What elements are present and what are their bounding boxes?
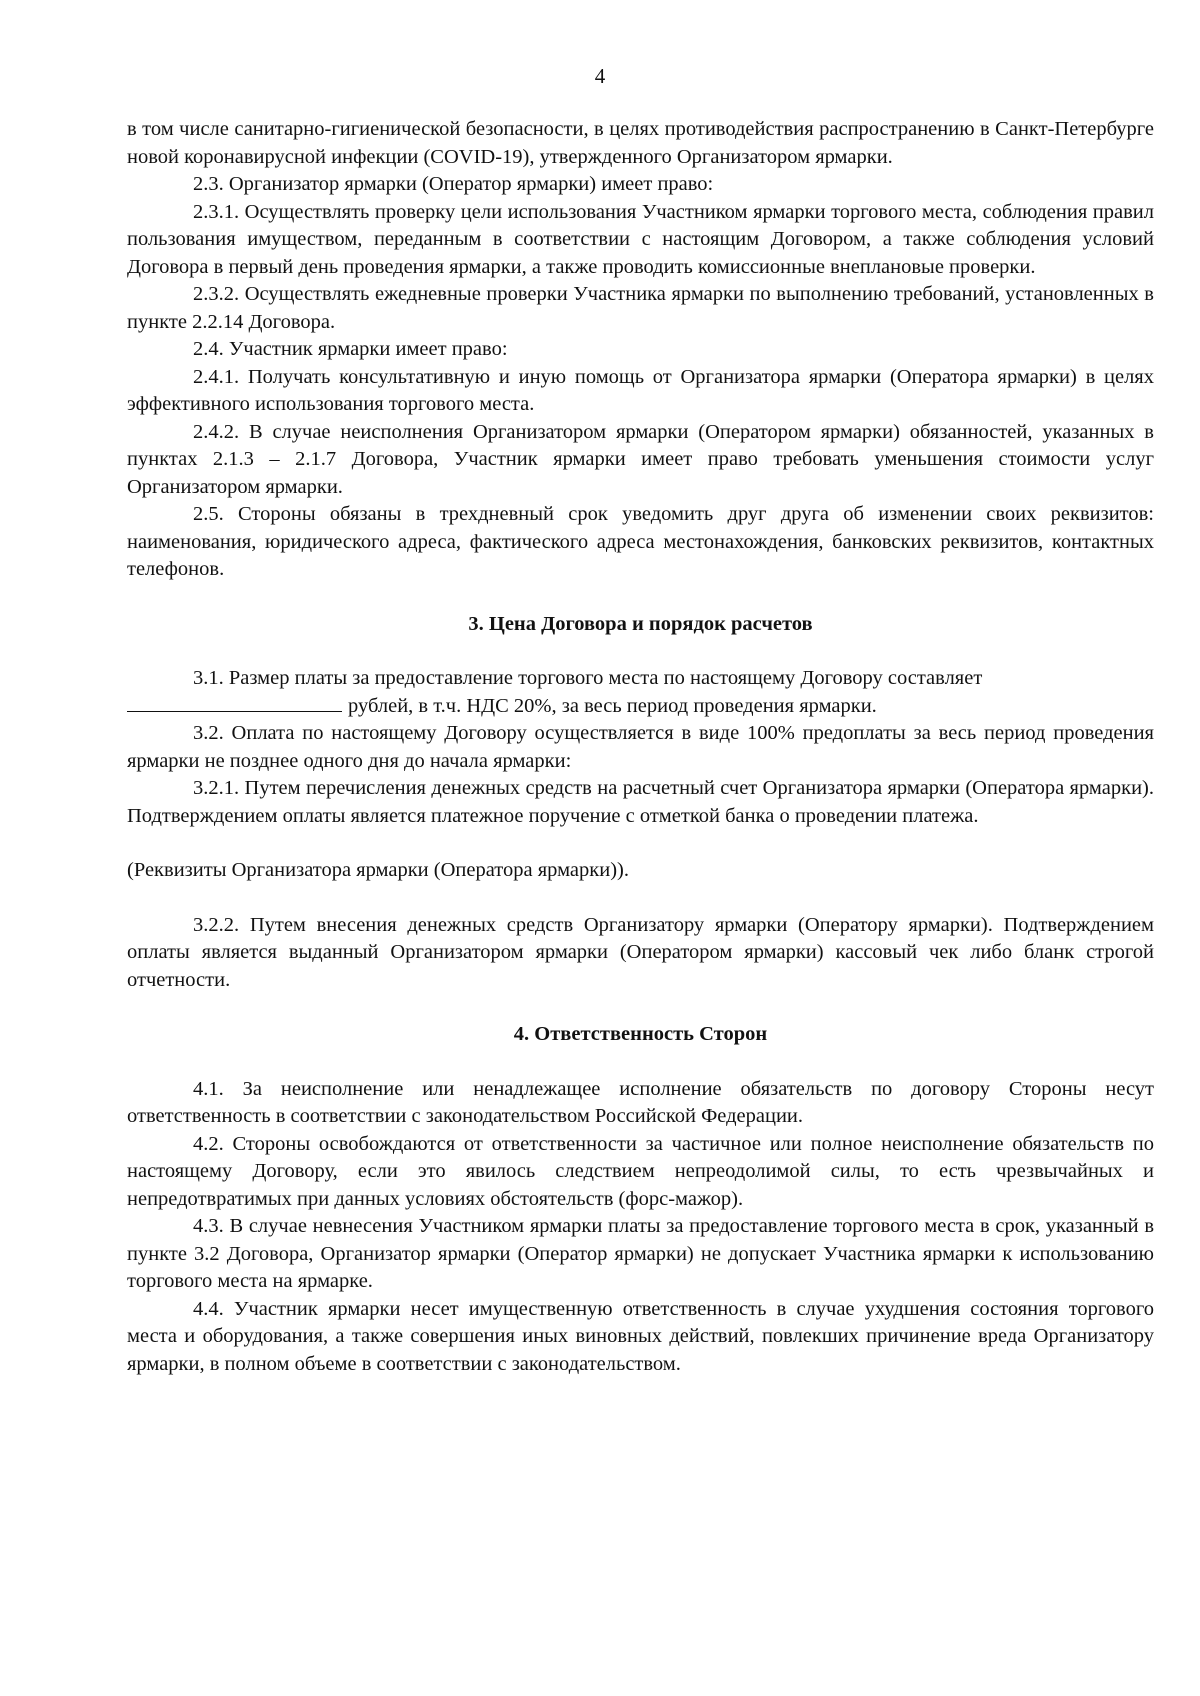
- paragraph-3-2-1: 3.2.1. Путем перечисления денежных средств на расчетный счет Организатора ярмарки (Оператора ярмарки). Подтверждением оплаты является платежное поручение с отметкой банка о проведении платежа.: [127, 777, 1154, 827]
- spacer: [127, 885, 1154, 912]
- paragraph-2-3: 2.3. Организатор ярмарки (Оператор ярмарки) имеет право:: [193, 173, 714, 195]
- paragraph-4-4: 4.4. Участник ярмарки несет имущественную ответственность в случае ухудшения состояния торгового места и оборудования, а также совершения иных виновных действий, повлекших причинение вреда Организатору ярмарки, в полном объеме в соответствии с законодательством.: [127, 1297, 1154, 1375]
- spacer: [127, 638, 1154, 665]
- paragraph-2-5: 2.5. Стороны обязаны в трехдневный срок уведомить друг друга об изменении своих реквизитов: наименования, юридического адреса, фактического адреса местонахождения, банковских реквизитов, контактных телефонов.: [127, 503, 1154, 580]
- amount-blank-field: [127, 693, 342, 712]
- document-body: [127, 116, 1154, 1378]
- paragraph-2-4-2: 2.4.2. В случае неисполнения Организатором ярмарки (Оператором ярмарки) обязанностей, указанных в пунктах 2.1.3 – 2.1.7 Договора, Участник ярмарки имеет право требовать уменьшения стоимости услуг Организатором ярмарки.: [127, 420, 1154, 498]
- paragraph-3-2-2: 3.2.2. Путем внесения денежных средств Организатору ярмарки (Оператору ярмарки). Подтверждением оплаты является выданный Организатором ярмарки (Оператором ярмарки) кассовый чек либо бланк строгой отчетности.: [127, 913, 1154, 991]
- paragraph-2-3-2: 2.3.2. Осуществлять ежедневные проверки Участника ярмарки по выполнению требований, установленных в пункте 2.2.14 Договора.: [127, 283, 1154, 333]
- paragraph-4-1: 4.1. За неисполнение или ненадлежащее исполнение обязательств по договору Стороны несут ответственность в соответствии с законодательством Российской Федерации.: [127, 1077, 1154, 1127]
- paragraph-2-4: 2.4. Участник ярмарки имеет право:: [193, 338, 508, 360]
- paragraph-3-1-amount: [127, 693, 1154, 721]
- page-number: 4: [594, 64, 606, 88]
- paragraph-4-2: 4.2. Стороны освобождаются от ответственности за частичное или полное неисполнение обязательств по настоящему Договору, если это явилось следствием непреодолимой силы, то есть чрезвычайных и непредотвратимых при данных условиях обстоятельств (форс-мажор).: [127, 1132, 1154, 1210]
- paragraph-2-3-1: 2.3.1. Осуществлять проверку цели использования Участником ярмарки торгового места, соблюдения правил пользования имуществом, переданным в соответствии с настоящим Договором, а также соблюдения условий Договора в первый день проведения ярмарки, а также проводить комиссионные внеплановые проверки.: [127, 200, 1154, 278]
- paragraph-3-1-amount-text: рублей, в т.ч. НДС 20%, за весь период проведения ярмарки.: [348, 694, 877, 717]
- paragraph-covid-continuation: в том числе санитарно-гигиенической безопасности, в целях противодействия распространению в Санкт-Петербурге новой коронавирусной инфекции (COVID-19), утвержденного Организатором ярмарки.: [127, 118, 1154, 168]
- paragraph-4-3: 4.3. В случае невнесения Участником ярмарки платы за предоставление торгового места в срок, указанный в пункте 3.2 Договора, Организатор ярмарки (Оператор ярмарки) не допускает Участника ярмарки к использованию торгового места на ярмарке.: [127, 1215, 1154, 1292]
- requisites-note: (Реквизиты Организатора ярмарки (Оператора ярмарки)).: [127, 859, 629, 881]
- spacer: [127, 584, 1154, 611]
- spacer: [127, 1049, 1154, 1076]
- section-3-heading: 3. Цена Договора и порядок расчетов: [468, 612, 813, 635]
- section-4-heading: 4. Ответственность Сторон: [513, 1023, 768, 1045]
- spacer: [127, 830, 1154, 857]
- paragraph-3-2: 3.2. Оплата по настоящему Договору осуществляется в виде 100% предоплаты за весь период проведения ярмарки не позднее одного дня до начала ярмарки:: [127, 722, 1154, 772]
- paragraph-3-1-text: 3.1. Размер платы за предоставление торгового места по настоящему Договору составляет: [193, 667, 983, 689]
- spacer: [127, 994, 1154, 1021]
- paragraph-3-1: [127, 665, 1154, 693]
- paragraph-2-4-1: 2.4.1. Получать консультативную и иную помощь от Организатора ярмарки (Оператора ярмарки) в целях эффективного использования торгового места.: [127, 365, 1154, 415]
